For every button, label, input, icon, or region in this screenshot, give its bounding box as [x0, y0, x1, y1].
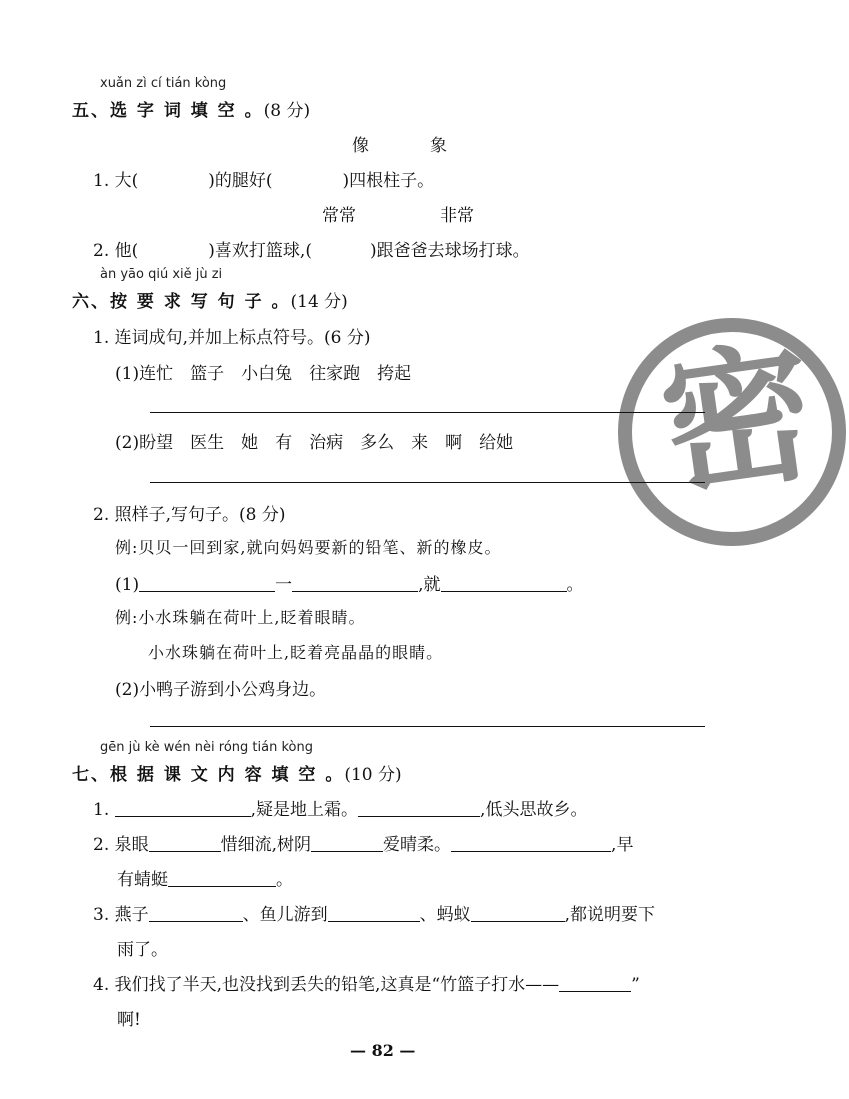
section6-q2-2: (2)小鸭子游到小公鸡身边。 [115, 680, 327, 700]
section7-q4-cont: 啊! [117, 1010, 141, 1030]
section6-heading: 六、按 要 求 写 句 子 。(14 分) [72, 292, 348, 312]
section6-q1-1: (1)连忙 篮子 小白兔 往家跑 挎起 [115, 364, 412, 384]
blank[interactable] [451, 835, 611, 852]
section6-fill-1: (1) 一 ,就 。 [115, 575, 584, 595]
blank[interactable] [441, 575, 567, 592]
word-option-4: 非常 [440, 206, 474, 226]
blank[interactable] [149, 835, 221, 852]
example-1: 例:贝贝一回到家,就向妈妈要新的铅笔、新的橡皮。 [115, 538, 502, 557]
example-2b: 小水珠躺在荷叶上,眨着亮晶晶的眼睛。 [148, 643, 444, 662]
answer-line-2[interactable] [150, 482, 705, 483]
blank[interactable] [358, 800, 480, 817]
answer-line-3[interactable] [150, 726, 705, 727]
blank[interactable] [115, 800, 251, 817]
section7-q2: 2. 泉眼 惜细流,树阴 爱晴柔。 ,早 [93, 835, 634, 855]
example-2a: 例:小水珠躺在荷叶上,眨着眼睛。 [115, 608, 366, 627]
blank[interactable] [168, 870, 276, 887]
page-number: — 82 — [350, 1041, 416, 1060]
section5-heading: 五、选 字 词 填 空 。(8 分) [72, 101, 311, 121]
blank[interactable] [559, 975, 631, 992]
word-option-3: 常常 [322, 206, 356, 226]
blank[interactable] [292, 575, 418, 592]
blank[interactable] [328, 905, 420, 922]
section7-q2-cont: 有蜻蜓 。 [117, 870, 293, 890]
section6-q1-2: (2)盼望 医生 她 有 治病 多么 来 啊 给她 [115, 433, 514, 453]
section5-q1: 1. 大( )的腿好( )四根柱子。 [93, 171, 435, 191]
word-option-2: 象 [430, 136, 447, 156]
secret-stamp-char: 密 [651, 324, 825, 518]
blank[interactable] [139, 575, 275, 592]
section6-pinyin: àn yāo qiú xiě jù zi [100, 267, 223, 282]
section7-q3: 3. 燕子 、鱼儿游到 、蚂蚁 ,都说明要下 [93, 905, 656, 925]
word-option-1: 像 [352, 136, 369, 156]
section6-q1: 1. 连词成句,并加上标点符号。(6 分) [93, 328, 371, 348]
section7-q4: 4. 我们找了半天,也没找到丢失的铅笔,这真是“竹篮子打水—— ” [93, 975, 640, 995]
section7-heading: 七、根 据 课 文 内 容 填 空 。(10 分) [72, 765, 402, 785]
section7-q3-cont: 雨了。 [117, 940, 168, 960]
section7-q1: 1. ,疑是地上霜。 ,低头思故乡。 [93, 800, 588, 820]
section5-q2: 2. 他( )喜欢打篮球,( )跟爸爸去球场打球。 [93, 241, 530, 261]
section7-pinyin: gēn jù kè wén nèi róng tián kòng [100, 740, 313, 755]
blank[interactable] [311, 835, 383, 852]
section6-q2: 2. 照样子,写句子。(8 分) [93, 505, 286, 525]
answer-line-1[interactable] [150, 412, 705, 413]
section5-pinyin: xuǎn zì cí tián kòng [100, 76, 227, 91]
blank[interactable] [149, 905, 243, 922]
blank[interactable] [471, 905, 565, 922]
